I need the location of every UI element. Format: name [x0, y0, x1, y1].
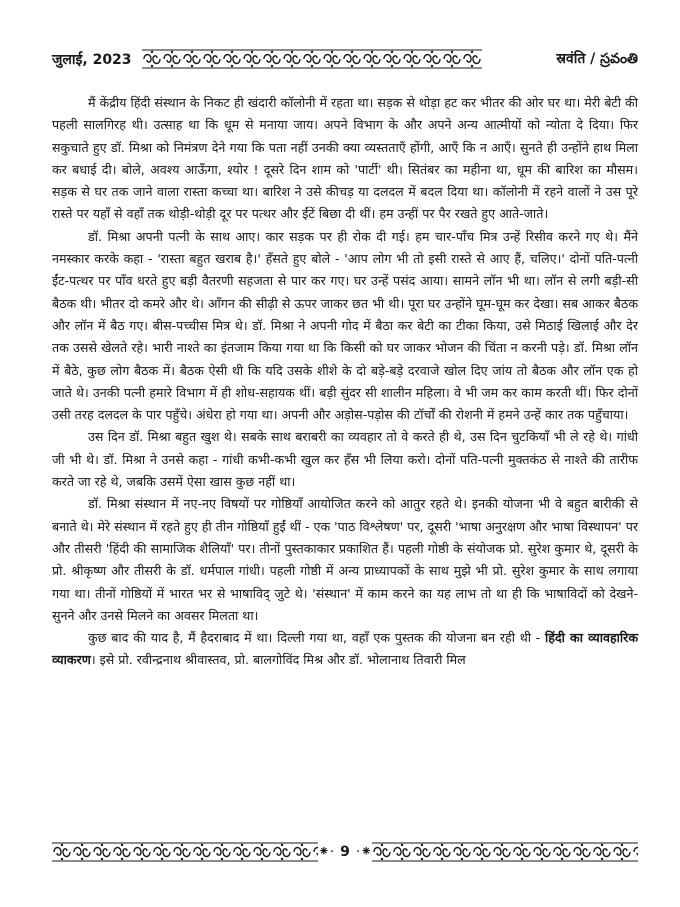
paragraph-4: डॉ. मिश्रा संस्थान में नए-नए विषयों पर गोष्ठियाँ आयोजित करने को आतुर रहते थे। इनकी योजना भी वे बहुत बारीकी से बनाते थे। मेरे संस्थान में रहते हुए ही तीन गोष्ठियाँ हुईं थीं - एक 'पाठ विश्लेषण' पर, दूसरी 'भाषा अनुरक्षण और भाषा विस्थापन' पर और तीसरी 'हिंदी की सामाजिक शैलियाँ' पर। तीनों पुस्तकाकार प्रकाशित हैं। पहली गोष्ठी के संयोजक प्रो. सुरेश कुमार थे, दूसरी के प्रो. श्रीकृष्ण और तीसरी के डॉ. धर्मपाल गांधी। पहली गोष्ठी में अन्य प्राध्यापकों के साथ मुझे भी प्रो. सुरेश कुमार के साथ लगाया गया था। तीनों गोष्ठियों में भारत भर से भाषाविद् जुटे थे। 'संस्थान' में काम करने का यह लाभ तो था ही कि भाषाविदों को देखने-सुनने और उनसे मिलने का अवसर मिलता था।: [52, 496, 638, 623]
decorative-border-top: [142, 49, 549, 69]
paragraph-5-end: । इसे प्रो. रवीन्द्रनाथ श्रीवास्तव, प्रो. बालगोविंद मिश्र और डॉ. भोलानाथ तिवारी मिल: [90, 652, 466, 668]
article-body: [52, 92, 638, 672]
paragraph-1: मैं केंद्रीय हिंदी संस्थान के निकट ही खंदारी कॉलोनी में रहता था। सड़क से थोड़ा हट कर भीतर की ओर घर था। मेरी बेटी की पहली सालगिरह थी। उत्साह था कि धूम से मनाया जाय। अपने विभाग के और अपने अन्य आत्मीयों को न्योता दे दिया। फिर सकुचाते हुए डॉ. मिश्रा को निमंत्रण देने गया कि पता नहीं उनकी क्या व्यस्तताएँ होंगी, आएँ कि न आएँ। सुनते ही उन्होंने हाथ मिला कर बधाई दी। बोले, अवश्य आऊँगा, श्योर ! दूसरे दिन शाम को 'पार्टी' थी। सितंबर का महीना था, धूम की बारिश का मौसम। सड़क से घर तक जाने वाला रास्ता कच्चा था। बारिश ने उसे कीचड़ या दलदल में बदल दिया था। कॉलोनी में रहने वालों ने उस पूरे रास्ते पर यहाँ से वहाँ तक थोड़ी-थोड़ी दूर पर पत्थर और ईंटें बिछा दी थीं। हम उन्हीं पर पैर रखते हुए आते-जाते।: [52, 95, 638, 222]
magazine-title: स्रवंति / స్రవంతి: [556, 50, 638, 67]
paragraph-5: [52, 627, 638, 672]
paragraph-3: उस दिन डॉ. मिश्रा बहुत खुश थे। सबके साथ बराबरी का व्यवहार तो वे करते ही थे, उस दिन चुटकियाँ भी ले रहे थे। गांधी जी भी थे। डॉ. मिश्रा ने उनसे कहा - गांधी कभी-कभी खुल कर हँस भी लिया करो। दोनों पति-पत्नी मुक्तकंठ से नाश्ते की तारीफ करते जा रहे थे, जबकि उसमें ऐसा खास कुछ नहीं था।: [52, 429, 638, 490]
issue-date: जुलाई, 2023: [52, 51, 132, 68]
page-header: [52, 46, 638, 72]
ornament-pattern-right-icon: [372, 842, 638, 862]
decorative-border-bottom-right: [372, 842, 638, 862]
paragraph-2: डॉ. मिश्रा अपनी पत्नी के साथ आए। कार सड़क पर ही रोक दी गई। हम चार-पाँच मित्र उन्हें रिसीव करने गए थे। मैंने नमस्कार करके कहा - 'रास्ता बहुत खराब है।' हँसते हुए बोले - 'आप लोग भी तो इसी रास्ते से आए हैं, चलिए।' दोनों पति-पत्नी ईंट-पत्थर पर पाँव धरते हुए बड़ी वैतरणी सहजता से पार कर गए। घर उन्हें पसंद आया। सामने लॉन भी था। लॉन से लगी बड़ी-सी बैठक थी। भीतर दो कमरे और थे। आँगन की सीढ़ी से ऊपर जाकर छत भी थी। पूरा घर उन्होंने घूम-घूम कर देखा। सब आकर बैठक और लॉन में बैठ गए। बीस-पच्चीस मित्र थे। डॉ. मिश्रा ने अपनी गोद में बैठा कर बेटी का टीका किया, उसे मिठाई खिलाई और देर तक उससे खेलते रहे। भारी नाश्ते का इंतजाम किया गया था कि किसी को घर जाकर भोजन की चिंता न करनी पड़े। डॉ. मिश्रा लॉन में बैठे, कुछ लोग बैठक में। बैठक ऐसी थी कि यदि उसके शीशे के दो बड़े-बड़े दरवाजे खोल दिए जांय तो बैठक और लॉन एक हो जाते थे। उनकी पत्नी हमारे विभाग में ही शोध-सहायक थीं। बड़ी सुंदर सी शालीन महिला। वे भी जम कर काम करती थीं। फिर दोनों उसी तरह दलदल के पार पहुँचे। अंधेरा हो गया था। अपनी और अड़ोस-पड़ोस की टॉर्चों की रोशनी में हमने उन्हें कार तक पहुँचाया।: [52, 228, 638, 423]
right-flourish-icon: ⋅⁕: [355, 844, 373, 860]
decorative-border-bottom-left: [52, 842, 318, 862]
paragraph-5-start: कुछ बाद की याद है, मैं हैदराबाद में था। दिल्ली गया था, वहाँ एक पुस्तक की योजना बन रही थी -: [88, 630, 546, 646]
book-title: हिंदी का व्यावहारिक व्याकरण: [52, 630, 638, 668]
page-number: 9: [340, 844, 350, 860]
ornament-pattern-icon: [142, 49, 482, 69]
left-flourish-icon: ⁕⋅: [317, 844, 335, 860]
page-footer: [52, 840, 638, 864]
ornament-pattern-left-icon: [52, 842, 318, 862]
